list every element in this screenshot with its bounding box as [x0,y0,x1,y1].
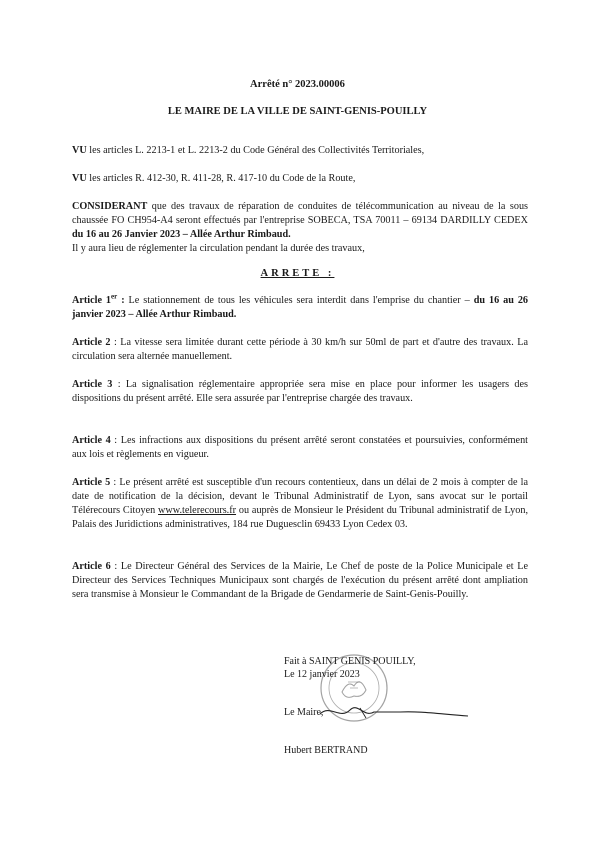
arrete-number-title: Arrêté n° 2023.00006 [250,79,345,90]
article-text: : Le Directeur Général des Services de la Mairie, Le Chef de poste de la Police Municipale et Le Directeur des Services Techniques Municipaux sont chargés de l'exécution du présent arrêté dont ampliation sera transmise à Monsieur le Commandant de la Brigade de Gendarmerie de Saint-Genis-Pouilly. [72,561,528,600]
vu-lead: VU [72,145,87,156]
considerant-paragraph [72,200,528,256]
article-text-continued: ou auprès de Monsieur le Président du Tribunal administratif de Lyon, Palais des Juridictions administratives, 184 rue Duguesclin 69433 Lyon Cedex 03. [72,505,528,530]
vu-text: les articles L. 2213-1 et L. 2213-2 du Code Général des Collectivités Territoriales, [86,145,425,156]
signature-place: Fait à SAINT GENIS POUILLY, [284,656,416,667]
article-label: Article 1er : [72,292,125,306]
article-6 [72,560,528,602]
article-3 [72,378,528,406]
signature-date: Le 12 janvier 2023 [284,669,360,680]
article-5 [72,476,528,532]
article-text: : La vitesse sera limitée durant cette période à 30 km/h sur 50ml de part et d'autre des travaux. La circulation sera alternée manuellement. [72,337,528,362]
considerant-line2: Il y aura lieu de réglementer la circulation pendant la durée des travaux, [72,243,365,254]
considerant-text: que des travaux de réparation de conduites de télécommunication au niveau de la sous chaussée FO CH954-A4 seront effectués par l'entreprise SOBECA, TSA 70011 – 69134 DARDILLY CEDEX [72,201,528,226]
article-2 [72,336,528,364]
vu-paragraph-1 [72,144,528,158]
vu-paragraph-2 [72,172,528,186]
considerant-lead: CONSIDERANT [72,201,148,212]
article-label: Article 6 [72,561,111,572]
vu-lead: VU [72,173,87,184]
article-1-dates: du 16 au 26 janvier 2023 – Allée Arthur Rimbaud. [72,295,529,320]
arrete-heading: ARRETE : [260,268,335,279]
article-label: Article 4 [72,435,111,446]
article-4 [72,434,528,462]
article-text: Le stationnement de tous les véhicules sera interdit dans l'emprise du chantier – [124,295,474,306]
telerecours-link[interactable]: www.telerecours.fr [158,505,237,516]
article-text: : La signalisation réglementaire appropriée sera mise en place pour informer les usagers des dispositions du présent arrêté. Elle sera assurée par l'entreprise chargée des travaux. [72,379,528,404]
considerant-dates: du 16 au 26 Janvier 2023 – Allée Arthur Rimbaud. [72,229,291,240]
signature-role: Le Maire, [284,707,324,718]
mayor-handwritten-signature [300,690,480,730]
article-label: Article 3 [72,379,113,390]
vu-text: les articles R. 412-30, R. 411-28, R. 417-10 du Code de la Route, [86,173,356,184]
mayor-heading: LE MAIRE DE LA VILLE DE SAINT-GENIS-POUILLY [167,106,428,117]
article-text: : Le présent arrêté est susceptible d'un recours contentieux, dans un délai de 2 mois à compter de la date de notification de la décision, devant le Tribunal Administratif de Lyon, sans avocat sur le portail Télérecours Citoyen [72,477,528,516]
article-text: : Les infractions aux dispositions du présent arrêté seront constatées et poursuivies, conformément aux lois et règlements en vigueur. [72,435,528,460]
mayor-name: Hubert BERTRAND [284,745,368,756]
article-label: Article 2 [72,337,111,348]
article-label: Article 5 [72,477,111,488]
article-1 [72,294,528,322]
